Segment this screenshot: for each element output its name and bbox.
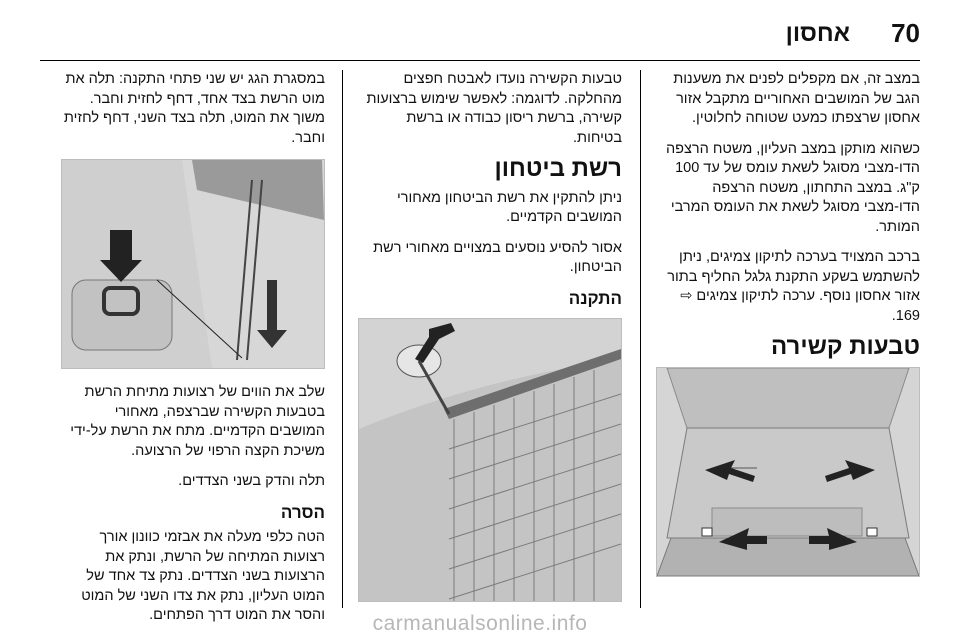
strap-hook-illustration: [62, 160, 324, 368]
section-heading: רשת ביטחון: [494, 155, 622, 182]
page-header: [0, 14, 960, 54]
paragraph: במצב זה, אם מקפלים לפנים את משענות הגב של המושבים האחוריים מתקבל אזור אחסון שרצפתו כמעט שטוחה לחלוטין.: [673, 71, 920, 126]
column-divider: [640, 70, 641, 608]
subsection-heading: התקנה: [568, 288, 622, 308]
cargo-floor-tie-rings-image: [656, 367, 920, 577]
paragraph: אסור להסיע נוסעים במצויים מאחורי רשת הביטחון.: [373, 239, 622, 275]
subsection-heading: הסרה: [280, 502, 325, 522]
cargo-area-illustration: [657, 368, 919, 576]
header-rule: [40, 60, 920, 61]
column-middle: [357, 70, 622, 616]
net-strap-hook-image: [61, 159, 325, 369]
paragraph: במסגרת הגג יש שני פתחי התקנה: תלה את מוט הרשת בצד אחד, דחף לחזית וחבר. משוך את המוט, תלה בצד השני, דחף לחזית וחבר.: [63, 71, 325, 146]
paragraph: תלה והדק בשני הצדדים.: [178, 473, 325, 489]
safety-net-illustration: [359, 319, 621, 601]
section-heading: טבעות קשירה: [771, 333, 920, 360]
chapter-title: אחסון: [785, 20, 850, 47]
paragraph: טבעות הקשירה נועדו לאבטח חפצים מהחלקה. לדוגמה: לאפשר שימוש ברצועות קשירה, ברשת ריסון כבודה או ברשת בטיחות.: [366, 71, 622, 146]
paragraph: הטה כלפי מעלה את אבזמי כוונון אורך רצועות המתיחה של הרשת, ונתק את הרצועות בשני הצדדים. נתק צד אחד של המוט העליון, נתק את צדו השני של המוט והסר את המוט דרך הפתחים.: [81, 529, 325, 623]
watermark: carmanualsonline.info: [372, 612, 588, 635]
column-left: [58, 70, 325, 637]
paragraph: שלב את הווים של רצועות מתיחת הרשת בטבעות הקשירה שברצפה, מאחורי המושבים הקדמיים. מתח את הרשת על-ידי משיכת הקצה הרפוי של הרצועה.: [70, 384, 325, 459]
page-number: 70: [891, 18, 920, 48]
safety-net-installation-image: [358, 318, 622, 602]
column-divider: [342, 70, 343, 608]
column-right: [655, 70, 920, 591]
paragraph: כשהוא מותקן במצב העליון, משטח הרצפה הדו-מצבי מסוגל לשאת עומס של עד 100 ק"ג. במצב התחתון, משטח הרצפה הדו-מצבי מסוגל לשאת את העומס המרבי המותר.: [665, 140, 920, 235]
paragraph: ניתן להתקין את רשת הביטחון מאחורי המושבים הקדמיים.: [397, 189, 622, 225]
paragraph: ברכב המצויד בערכה לתיקון צמיגים, ניתן להשתמש בשקע התקנת גלגל החליף בתור אזור אחסון נוסף. ערכה לתיקון צמיגים ⇨ 169.: [667, 249, 920, 324]
